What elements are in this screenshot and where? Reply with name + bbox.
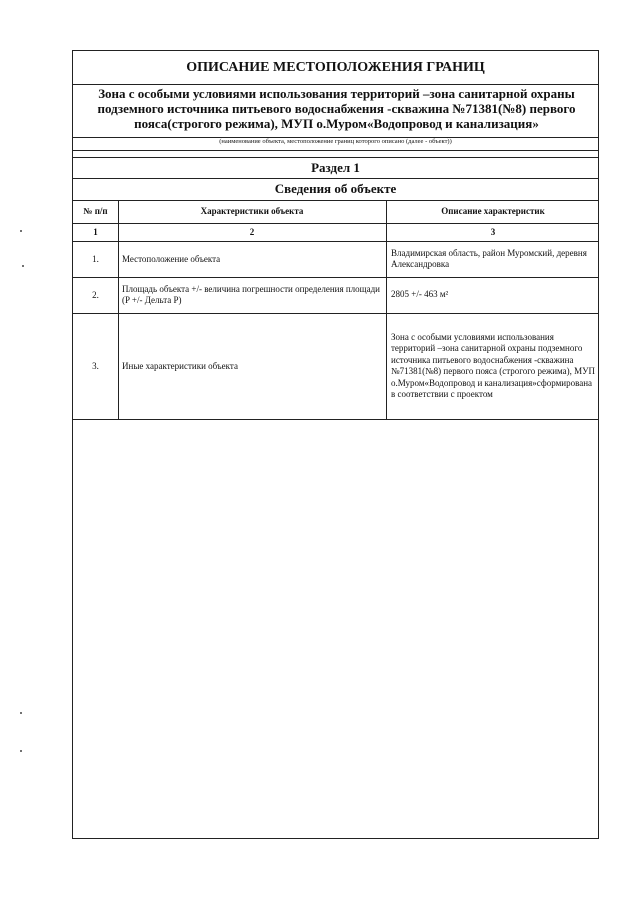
section-subtitle: Сведения об объекте <box>274 181 397 196</box>
table-row-description: Владимирская область, район Муромский, деревня Александровка <box>391 247 587 269</box>
table-divider <box>73 419 598 420</box>
table-row-num: 3. <box>92 360 99 371</box>
document-frame <box>72 50 599 839</box>
table-row-characteristic: Площадь объекта +/- величина погрешности определения площади (P +/- Дельта P) <box>122 284 380 305</box>
table-row-characteristic: Местоположение объекта <box>122 253 221 264</box>
divider <box>73 84 598 85</box>
table-row-num: 1. <box>92 253 99 264</box>
table-col-number: 2 <box>249 226 255 237</box>
table-row-num: 2. <box>92 289 99 300</box>
table-header-description: Описание характеристик <box>441 206 545 216</box>
table-header-num: № п/п <box>83 206 108 216</box>
scan-speck <box>20 750 22 752</box>
table-row-description: 2805 +/- 463 м² <box>391 289 449 300</box>
table-row-characteristic: Иные характеристики объекта <box>122 360 238 371</box>
table-row-description: Зона с особыми условиями использования территорий –зона санитарной охраны подземного источника питьевого водоснабжения -скважина №71381(№8) первого пояса (строгого режима), МУП о.Муром«Водопровод и канализация»сформирована в соответствии с проектом <box>391 331 596 399</box>
table-col-number: 1 <box>93 226 98 237</box>
divider <box>73 150 598 151</box>
table-col-number: 3 <box>490 226 496 237</box>
scan-speck <box>20 712 22 714</box>
scan-speck <box>22 265 24 267</box>
scan-speck <box>20 230 22 232</box>
table-header-characteristic: Характеристики объекта <box>200 206 304 216</box>
section-label: Раздел 1 <box>311 159 360 175</box>
object-name: Зона с особыми условиями использования территорий –зона санитарной охраны подземного источника питьевого водоснабжения -скважина №71381(№8) первого пояса(строгого режима), МУП о.Муром«Водопровод и канализация» <box>97 86 576 131</box>
document-title: ОПИСАНИЕ МЕСТОПОЛОЖЕНИЯ ГРАНИЦ <box>186 59 485 75</box>
object-caption: (наименование объекта, местоположение границ которого описано (далее - объект)) <box>219 138 452 145</box>
